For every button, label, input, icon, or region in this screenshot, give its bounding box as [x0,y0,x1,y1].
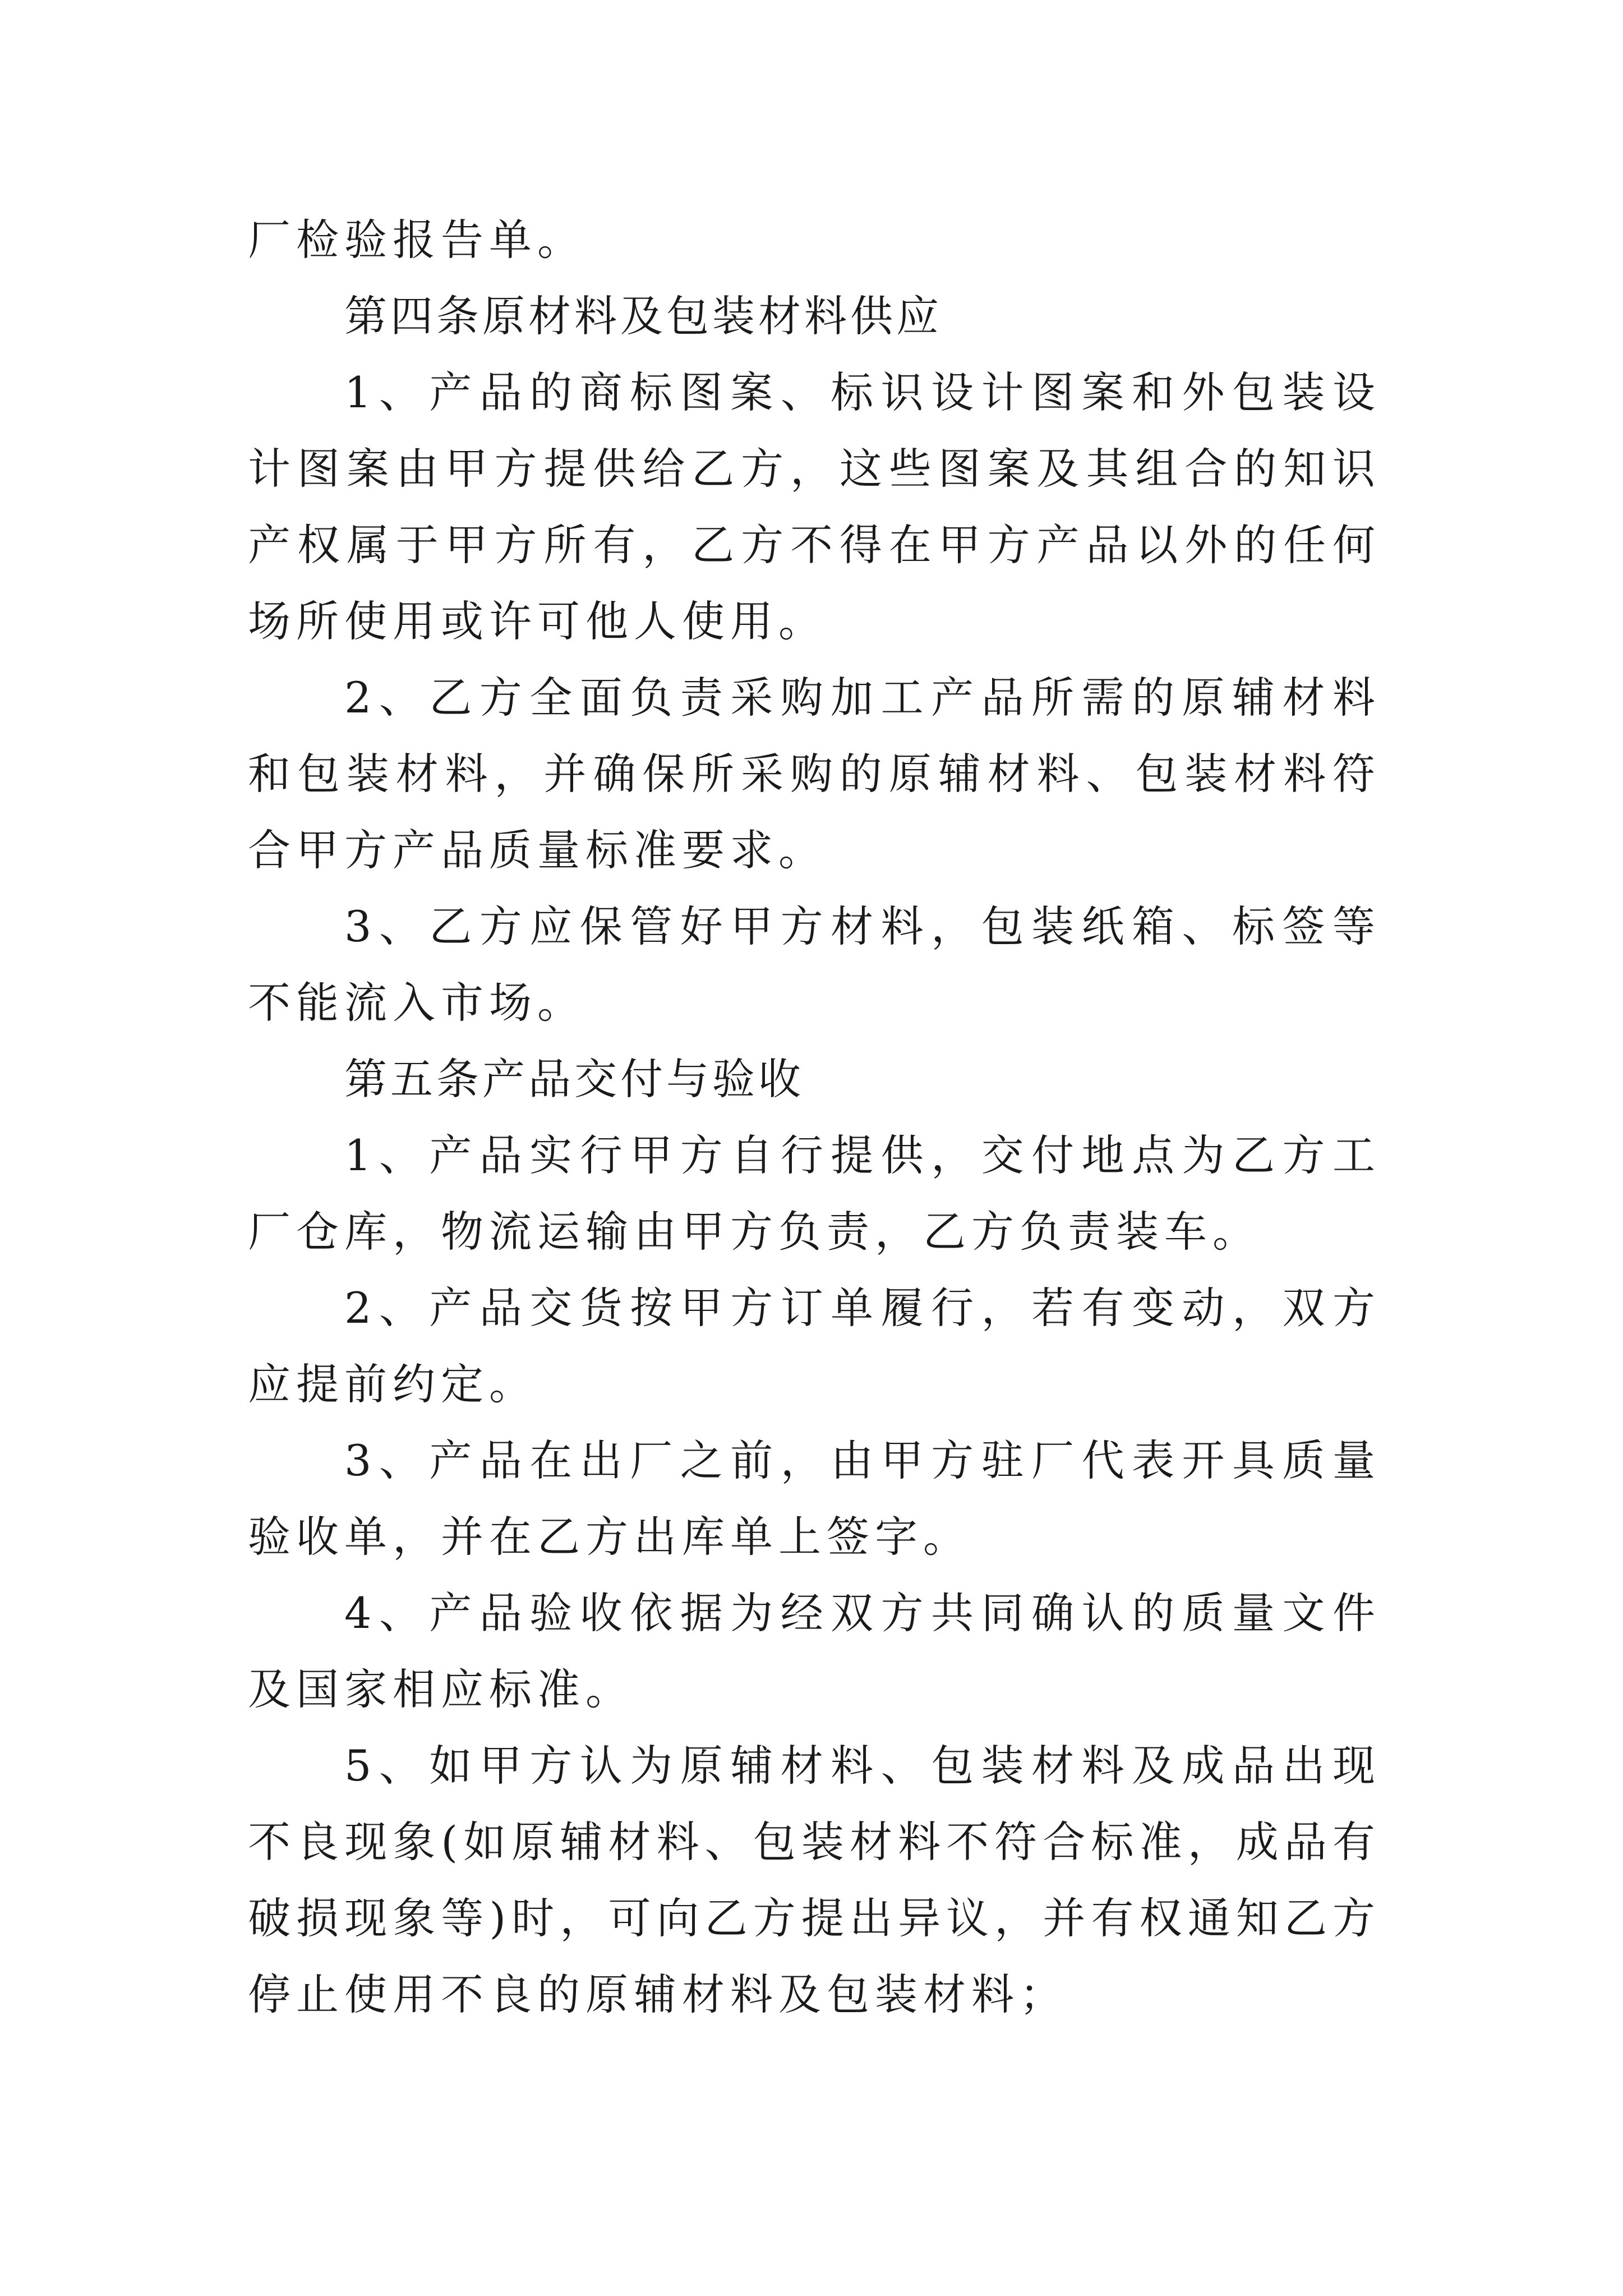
paragraph-continuation: 厂检验报告单。 [248,215,585,265]
document-body [248,202,1381,2033]
clause-5-4: 4、产品验收依据为经双方共同确认的质量文件及国家相应标准。 [248,1588,1381,1714]
clause-5-1: 1、产品实行甲方自行提供，交付地点为乙方工厂仓库，物流运输由甲方负责，乙方负责装车。 [248,1130,1381,1257]
clause-5-5: 5、如甲方认为原辅材料、包装材料及成品出现不良现象(如原辅材料、包装材料不符合标准，成品有破损现象等)时，可向乙方提出异议，并有权通知乙方停止使用不良的原辅材料及包装材料； [248,1741,1381,2019]
clause-4-2: 2、乙方全面负责采购加工产品所需的原辅材料和包装材料，并确保所采购的原辅材料、包装材料符合甲方产品质量标准要求。 [248,673,1381,875]
clause-4-1: 1、产品的商标图案、标识设计图案和外包装设计图案由甲方提供给乙方，这些图案及其组合的知识产权属于甲方所有，乙方不得在甲方产品以外的任何场所使用或许可他人使用。 [248,367,1381,646]
section-heading-article-5: 第五条产品交付与验收 [344,1054,804,1104]
clause-5-3: 3、产品在出厂之前，由甲方驻厂代表开具质量验收单，并在乙方出库单上签字。 [248,1435,1381,1562]
section-heading-article-4: 第四条原材料及包装材料供应 [344,291,942,341]
clause-4-3: 3、乙方应保管好甲方材料，包装纸箱、标签等不能流入市场。 [248,901,1381,1028]
clause-5-2: 2、产品交货按甲方订单履行，若有变动，双方应提前约定。 [248,1283,1381,1409]
